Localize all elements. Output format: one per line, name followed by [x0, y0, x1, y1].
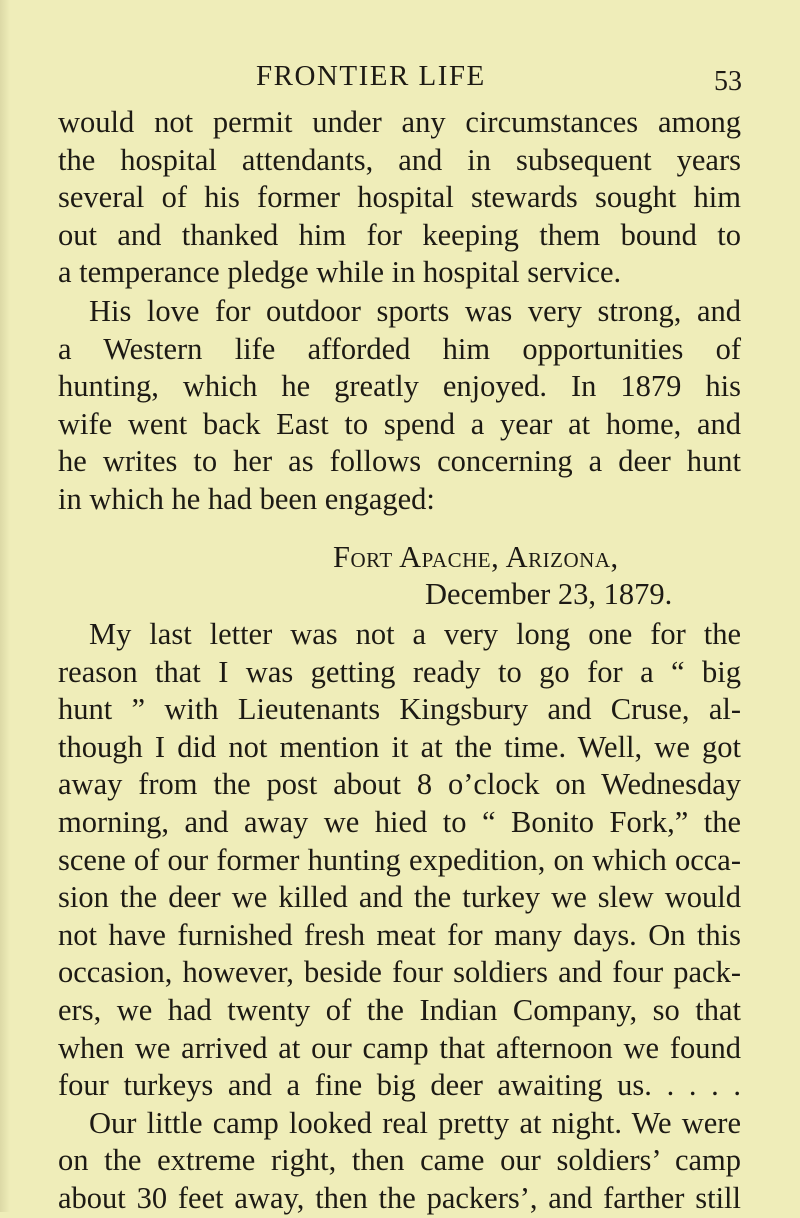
text-line: occasion, however, beside four soldiers and four pack-: [58, 955, 741, 990]
text-line: a Western life afforded him opportunities of: [58, 331, 741, 366]
text-line: about 30 feet away, then the packers’, and farther still: [58, 1180, 741, 1215]
text-line: My last letter was not a very long one for the: [89, 617, 741, 651]
letter-date: December 23, 1879.: [425, 577, 673, 611]
text-line: scene of our former hunting expedition, on which occa-: [58, 842, 741, 877]
text-line: sion the deer we killed and the turkey we slew would: [58, 880, 741, 915]
letter-place: Fort Apache, Arizona,: [333, 540, 619, 574]
paragraph-1: [58, 104, 741, 292]
text-line: hunt ” with Lieutenants Kingsbury and Cruse, al-: [58, 692, 741, 727]
page-number: 53: [714, 66, 742, 97]
text-line: though I did not mention it at the time. Well, we got: [58, 729, 741, 764]
page-edge-shadow: [0, 0, 10, 1212]
paragraph-2: [58, 293, 741, 519]
text-line: ers, we had twenty of the Indian Company, so that: [58, 992, 741, 1027]
text-line: several of his former hospital stewards sought him: [58, 180, 741, 215]
text-line: not have furnished fresh meat for many days. On this: [58, 917, 741, 952]
running-title: FRONTIER LIFE: [256, 60, 486, 92]
text-line: out and thanked him for keeping them bound to: [58, 217, 741, 252]
text-line: His love for outdoor sports was very strong, and: [89, 294, 741, 328]
text-line: on the extreme right, then came our soldiers’ camp: [58, 1143, 741, 1178]
text-line: four turkeys and a fine big deer awaiting us. . . . .: [58, 1068, 741, 1103]
text-line: hunting, which he greatly enjoyed. In 1879 his: [58, 369, 741, 404]
text-line: morning, and away we hied to “ Bonito Fork,” the: [58, 804, 741, 839]
text-line: a temperance pledge while in hospital service.: [58, 255, 622, 290]
text-line: the hospital attendants, and in subsequent years: [58, 142, 741, 177]
letter-body: [58, 616, 741, 1218]
text-line: when we arrived at our camp that afternoon we found: [58, 1030, 741, 1065]
text-line: reason that I was getting ready to go for a “ big: [58, 654, 741, 689]
text-line: Our little camp looked real pretty at night. We were: [89, 1105, 741, 1140]
text-line: wife went back East to spend a year at home, and: [58, 406, 741, 441]
text-line: in which he had been engaged:: [58, 481, 435, 516]
text-line: away from the post about 8 o’clock on Wednesday: [58, 767, 741, 802]
text-line: would not permit under any circumstances among: [58, 105, 741, 139]
running-head: [0, 60, 800, 96]
text-line: he writes to her as follows concerning a deer hunt: [58, 444, 741, 479]
